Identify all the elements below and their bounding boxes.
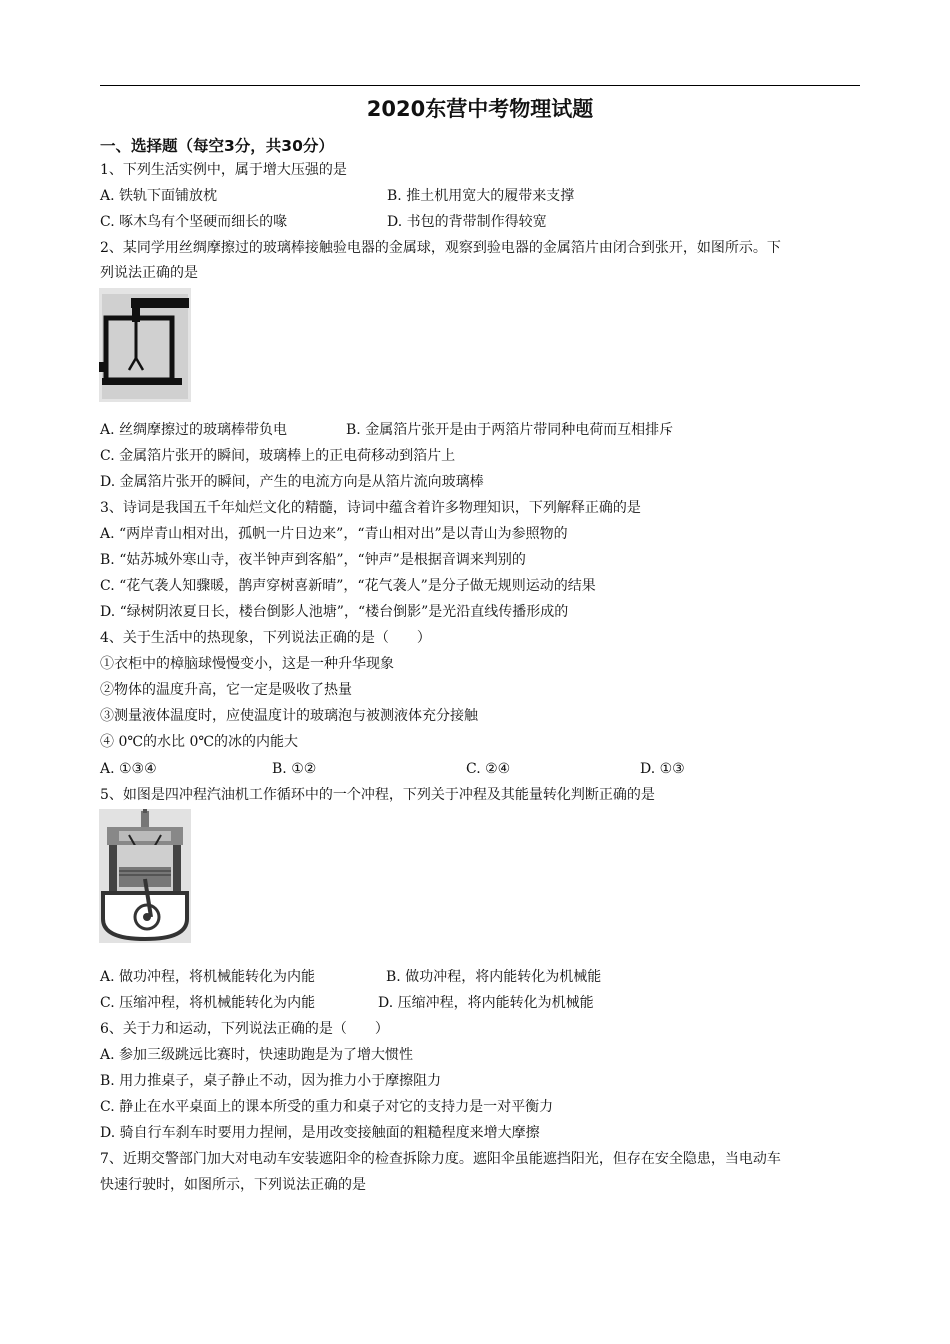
question-5-option-a: A. 做功冲程，将机械能转化为内能 [100,969,316,985]
question-6-option-d: D. 骑自行车刹车时要用力捏闸，是用改变接触面的粗糙程度来增大摩擦 [100,1125,540,1141]
question-1-option-d: D. 书包的背带制作得较宽 [387,214,547,230]
question-2-option-d: D. 金属箔片张开的瞬间，产生的电流方向是从箔片流向玻璃棒 [100,474,484,490]
question-1-option-b: B. 推土机用宽大的履带来支撑 [387,188,575,204]
question-5-option-b: B. 做功冲程，将内能转化为机械能 [386,969,602,985]
question-4-option-a: A. ①③④ [100,761,157,777]
question-1-option-a: A. 铁轨下面铺放枕 [100,188,218,204]
question-6-option-c: C. 静止在水平桌面上的课本所受的重力和桌子对它的支持力是一对平衡力 [100,1099,554,1115]
question-3-option-d: D. “绿树阴浓夏日长，楼台倒影人池塘”，“楼台倒影”是光沿直线传播形成的 [100,604,569,620]
question-3-option-c: C. “花气袭人知骤暖，鹊声穿树喜新晴”，“花气袭人”是分子做无规则运动的结果 [100,578,596,594]
question-4-stem: 4、关于生活中的热现象，下列说法正确的是（ ） [100,630,431,646]
question-6-option-b: B. 用力推桌子，桌子静止不动，因为推力小于摩擦阻力 [100,1073,442,1089]
question-4-option-b: B. ①② [272,761,317,777]
question-4-statement-2: ②物体的温度升高，它一定是吸收了热量 [100,682,352,698]
question-5-option-c: C. 压缩冲程，将机械能转化为内能 [100,995,316,1011]
question-3-option-b: B. “姑苏城外寒山寺，夜半钟声到客船”，“钟声”是根据音调来判别的 [100,552,526,568]
question-2-stem-line-2: 列说法正确的是 [100,265,198,281]
question-6-option-a: A. 参加三级跳远比赛时，快速助跑是为了增大惯性 [100,1047,414,1063]
question-4-option-d: D. ①③ [640,761,685,777]
question-1-stem: 1、下列生活实例中，属于增大压强的是 [100,162,347,178]
question-2-option-a: A. 丝绸摩擦过的玻璃棒带负电 [100,422,288,438]
question-2-option-b: B. 金属箔片张开是由于两箔片带同种电荷而互相排斥 [346,422,674,438]
question-6-stem: 6、关于力和运动，下列说法正确的是（ ） [100,1021,389,1037]
question-3-option-a: A. “两岸青山相对出，孤帆一片日边来”，“青山相对出”是以青山为参照物的 [100,526,568,542]
question-5-option-d: D. 压缩冲程，将内能转化为机械能 [378,995,594,1011]
page-title: 2020东营中考物理试题 [366,97,594,121]
question-1-option-c: C. 啄木鸟有个坚硬而细长的喙 [100,214,288,230]
question-5-stem: 5、如图是四冲程汽油机工作循环中的一个冲程，下列关于冲程及其能量转化判断正确的是 [100,787,655,803]
engine-stroke-figure [99,809,191,947]
header-rule [100,85,860,86]
question-7-stem-line-2: 快速行驶时，如图所示，下列说法正确的是 [100,1177,366,1193]
section-heading: 一、选择题（每空3分，共30分） [100,137,334,155]
question-2-option-c: C. 金属箔片张开的瞬间，玻璃棒上的正电荷移动到箔片上 [100,448,456,464]
question-4-statement-4: ④ 0℃的水比 0℃的冰的内能大 [100,734,299,750]
question-4-statement-3: ③测量液体温度时，应使温度计的玻璃泡与被测液体充分接触 [100,708,478,724]
question-4-statement-1: ①衣柜中的樟脑球慢慢变小，这是一种升华现象 [100,656,394,672]
question-4-option-c: C. ②④ [466,761,511,777]
question-7-stem-line-1: 7、近期交警部门加大对电动车安装遮阳伞的检查拆除力度。遮阳伞虽能遮挡阳光，但存在安全隐患，当电动车 [100,1151,781,1167]
question-3-stem: 3、诗词是我国五千年灿烂文化的精髓，诗词中蕴含着许多物理知识，下列解释正确的是 [100,500,641,516]
question-2-stem-line-1: 2、某同学用丝绸摩擦过的玻璃棒接触验电器的金属球，观察到验电器的金属箔片由闭合到张开，如图所示。下 [100,240,781,256]
electroscope-figure [99,288,191,406]
